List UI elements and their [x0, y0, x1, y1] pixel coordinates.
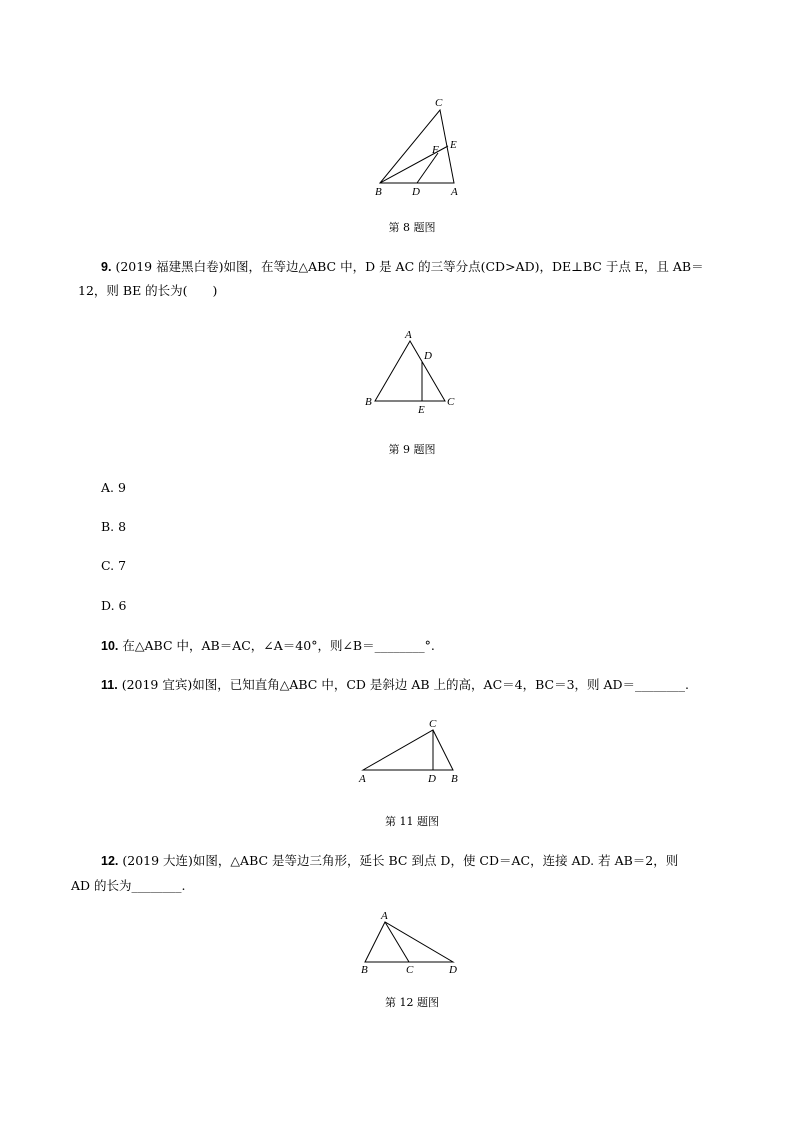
label-a: A: [381, 910, 388, 922]
label-a: A: [451, 186, 458, 198]
label-b: B: [365, 396, 372, 408]
figure-q9: [360, 325, 470, 415]
figure-q8: [360, 95, 480, 205]
caption-q9: 第 9 题图: [388, 443, 436, 456]
label-d: D: [449, 964, 457, 976]
label-a: A: [405, 329, 412, 341]
question-text: (2019 福建黑白卷)如图，在等边△ABC 中，D 是 AC 的三等分点(CD>AD)，DE⊥BC 于点 E，且 AB＝: [115, 259, 704, 274]
question-text: 12，则 BE 的长为( ): [78, 283, 218, 298]
question-text: 在△ABC 中，AB＝AC，∠A＝40°，则∠B＝________°.: [122, 638, 435, 653]
question-text: AD 的长为________.: [71, 878, 186, 893]
figure-q11: [355, 716, 470, 788]
label-d: D: [428, 773, 436, 785]
label-b: B: [361, 964, 368, 976]
question-12: [101, 851, 678, 871]
label-b: B: [451, 773, 458, 785]
question-text: (2019 宜宾)如图，已知直角△ABC 中，CD 是斜边 AB 上的高，AC＝4，BC＝3，则 AD＝________.: [121, 677, 690, 692]
question-9-cont: [78, 281, 217, 301]
question-11: [101, 675, 689, 695]
question-number: 12.: [101, 854, 119, 868]
label-e: E: [418, 404, 425, 416]
triangle-abc: [380, 110, 454, 183]
question-10: [101, 636, 435, 656]
label-c: C: [435, 97, 443, 109]
caption-q8: 第 8 题图: [388, 221, 436, 234]
question-number: 11.: [101, 678, 118, 692]
option-b[interactable]: B. 8: [101, 519, 127, 534]
label-a: A: [359, 773, 366, 785]
label-f: F: [432, 144, 439, 156]
label-d: D: [412, 186, 420, 198]
segment-ac: [385, 922, 409, 962]
label-b: B: [375, 186, 382, 198]
label-d: D: [424, 350, 432, 362]
question-9: [101, 257, 704, 277]
figure-q12: [355, 908, 465, 978]
option-c[interactable]: C. 7: [101, 558, 127, 573]
label-c: C: [429, 718, 437, 730]
question-number: 9.: [101, 260, 112, 274]
triangle-abc: [375, 341, 445, 401]
label-c: C: [406, 964, 414, 976]
option-a[interactable]: A. 9: [101, 480, 126, 495]
triangle-abd: [365, 922, 453, 962]
label-e: E: [450, 139, 457, 151]
caption-q11: 第 11 题图: [385, 815, 439, 828]
triangle-abc: [363, 730, 453, 770]
question-text: (2019 大连)如图，△ABC 是等边三角形，延长 BC 到点 D，使 CD＝AC，连接 AD. 若 AB＝2，则: [122, 853, 679, 868]
label-c: C: [447, 396, 455, 408]
caption-q12: 第 12 题图: [385, 996, 439, 1009]
question-12-cont: [71, 876, 186, 896]
option-d[interactable]: D. 6: [101, 598, 127, 613]
question-number: 10.: [101, 639, 119, 653]
